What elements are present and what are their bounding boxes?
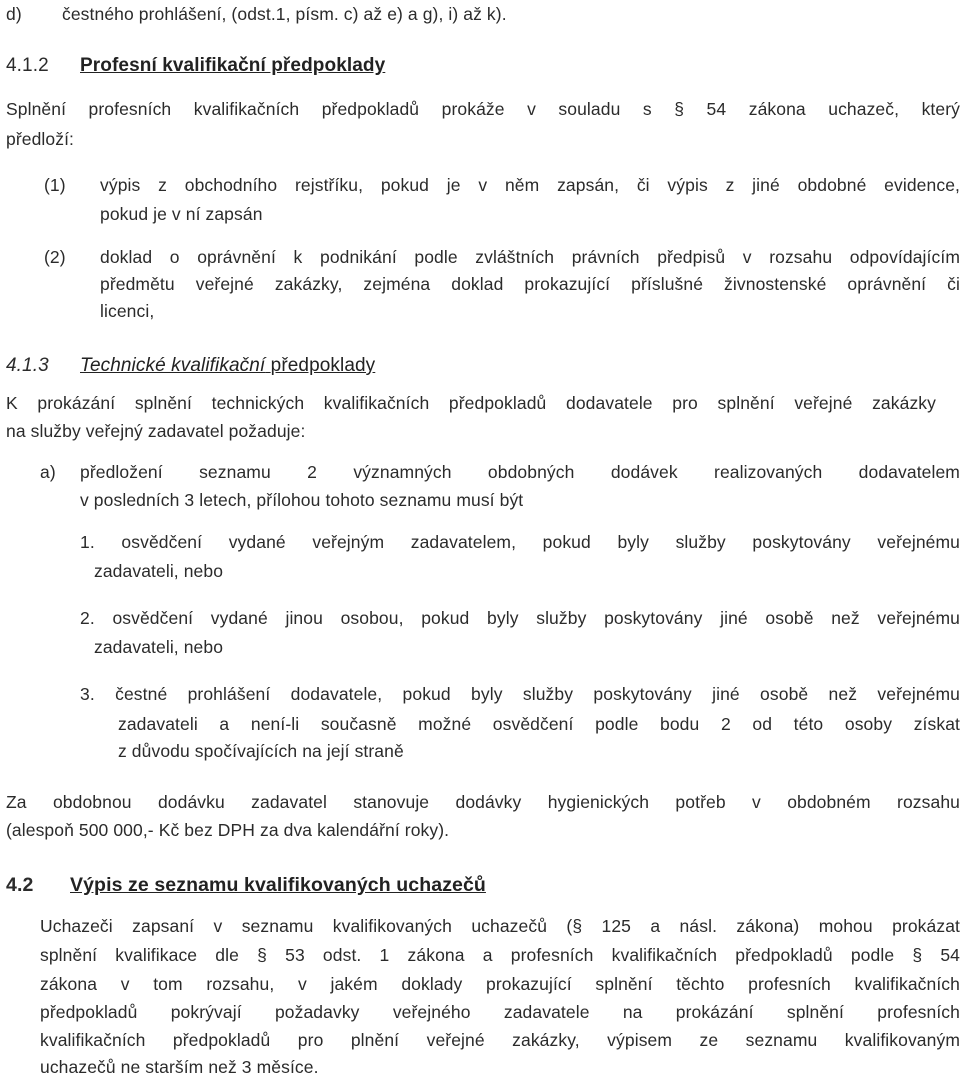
s412-item-2-line-1: doklad o oprávnění k podnikání podle zvláštních právních předpisů v rozsahu odpovídajícím [100, 247, 960, 267]
section-4-1-2-number: 4.1.2 [6, 55, 49, 76]
s413-sub-3-line-1: 3. čestné prohlášení dodavatele, pokud byly služby poskytovány jiné osobě než veřejnému [80, 684, 960, 704]
s413-sub-1-line-1: 1. osvědčení vydané veřejným zadavatelem, pokud byly služby poskytovány veřejnému [80, 532, 960, 552]
s412-item-2-line-3: licenci, [100, 301, 155, 321]
section-4-1-2-title: Profesní kvalifikační předpoklady [80, 55, 386, 76]
s412-item-1-label: (1) [44, 175, 66, 195]
section-4-1-3-number: 4.1.3 [6, 355, 49, 376]
s413-a-line-1: předložení seznamu 2 významných obdobných dodávek realizovaných dodavatelem [80, 462, 960, 482]
s413-closing-line-2: (alespoň 500 000,- Kč bez DPH za dva kalendářní roky). [6, 820, 450, 840]
s412-item-2-label: (2) [44, 247, 66, 267]
s42-para-line-6: uchazečů ne starším než 3 měsíce. [40, 1057, 319, 1077]
s413-title-normal: předpoklady [270, 355, 376, 376]
item-d-label: d) [6, 4, 22, 24]
s412-item-2-line-2: předmětu veřejné zakázky, zejména doklad prokazující příslušné živnostenské oprávnění či [100, 274, 960, 294]
s42-para-line-4: předpokladů pokrývají požadavky veřejného zadavatele na prokázání splnění profesních [40, 1002, 960, 1022]
s42-para-line-2: splnění kvalifikace dle § 53 odst. 1 zákona a profesních kvalifikačních předpokladů podle § 54 [40, 945, 960, 965]
s413-sub-1-line-2: zadavateli, nebo [94, 561, 224, 581]
section-4-2-title: Výpis ze seznamu kvalifikovaných uchazečů [70, 874, 486, 896]
s413-sub-2-line-1: 2. osvědčení vydané jinou osobou, pokud byly služby poskytovány jiné osobě než veřejnému [80, 608, 960, 628]
item-d-text: čestného prohlášení, (odst.1, písm. c) až e) a g), i) až k). [62, 4, 507, 24]
s413-sub-3-line-3: z důvodu spočívajících na její straně [118, 741, 404, 761]
s413-sub-3-line-2: zadavateli a není-li současně možné osvědčení podle bodu 2 od této osoby získat [118, 714, 960, 734]
s42-para-line-1: Uchazeči zapsaní v seznamu kvalifikovaných uchazečů (§ 125 a násl. zákona) mohou prokázat [40, 916, 960, 936]
s412-intro-line-1: Splnění profesních kvalifikačních předpokladů prokáže v souladu s § 54 zákona uchazeč, který [6, 99, 960, 119]
s413-a-line-2: v posledních 3 letech, přílohou tohoto seznamu musí být [80, 490, 524, 510]
section-4-2-number: 4.2 [6, 874, 34, 896]
s412-intro-line-2: předloží: [6, 129, 75, 149]
s412-item-1-line-1: výpis z obchodního rejstříku, pokud je v něm zapsán, či výpis z jiné obdobné evidence, [100, 175, 960, 195]
s413-sub-2-line-2: zadavateli, nebo [94, 637, 224, 657]
s412-item-1-line-2: pokud je v ní zapsán [100, 204, 263, 224]
s413-closing-line-1: Za obdobnou dodávku zadavatel stanovuje dodávky hygienických potřeb v obdobném rozsahu [6, 792, 960, 812]
section-4-1-3-title [80, 355, 375, 377]
s413-intro-line-2: na služby veřejný zadavatel požaduje: [6, 421, 306, 441]
s413-title-italic: Technické kvalifikační [80, 355, 266, 376]
s42-para-line-3: zákona v tom rozsahu, v jakém doklady prokazující splnění těchto profesních kvalifikačních [40, 974, 960, 994]
s42-para-line-5: kvalifikačních předpokladů pro plnění veřejné zakázky, výpisem ze seznamu kvalifikovaným [40, 1030, 960, 1050]
s413-intro-line-1: K prokázání splnění technických kvalifikačních předpokladů dodavatele pro splnění veřejné zakázky [6, 393, 936, 413]
s413-a-label: a) [40, 462, 56, 482]
